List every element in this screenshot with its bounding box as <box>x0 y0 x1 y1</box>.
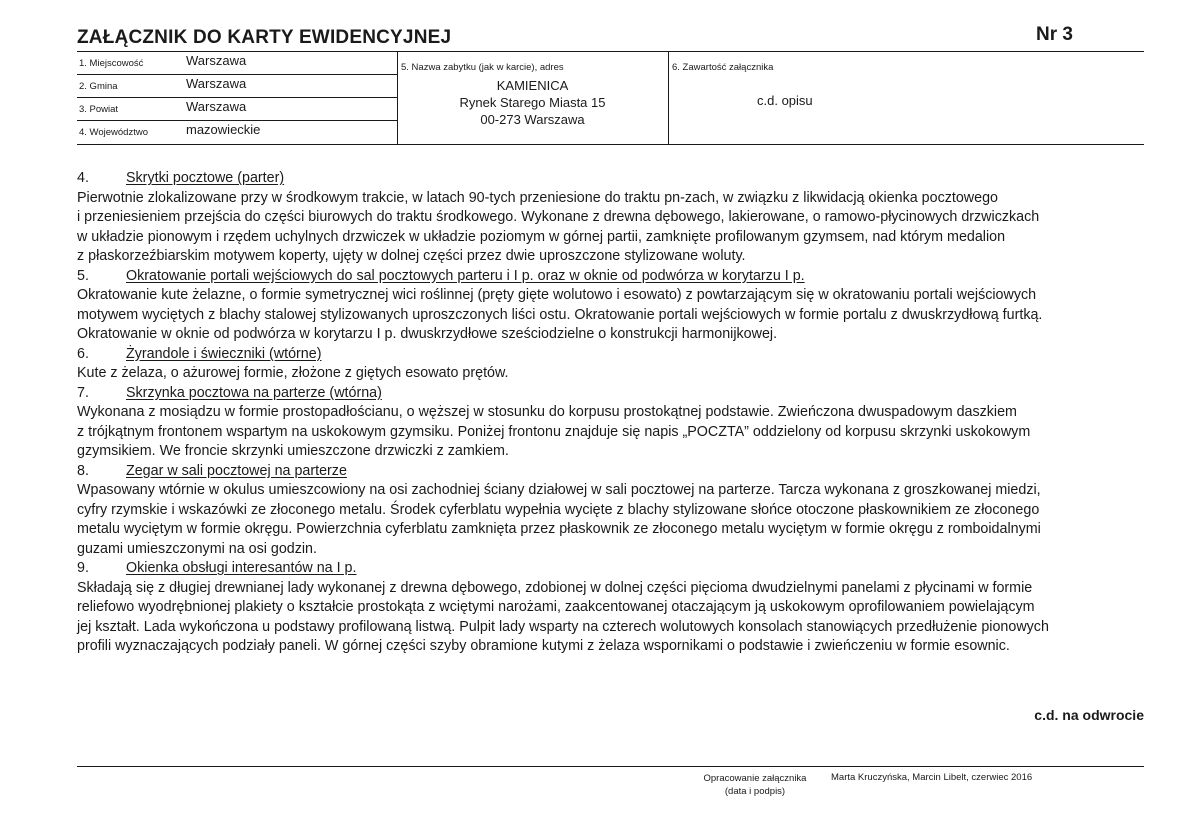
section-paragraph <box>77 189 1146 267</box>
location-row <box>77 98 397 121</box>
text-line: i przeniesieniem przejścia do części biurowych do traktu środkowego. Wykonane z drewna dębowego, lakierowane, o ramowo-płycinowych drzwiczkach <box>77 209 1040 225</box>
section-paragraph <box>77 364 1146 384</box>
section-number: 7. <box>77 384 89 401</box>
description-body <box>77 169 1146 657</box>
footer-label-line: Opracowanie załącznika <box>703 773 807 784</box>
section-heading <box>77 169 1146 189</box>
attachment-content: c.d. opisu <box>757 93 813 108</box>
monument-name: KAMIENICA <box>496 78 569 93</box>
monument-postal: 00-273 Warszawa <box>480 112 585 127</box>
text-line: motywem wyciętych z blachy stalowej stylizowanych uproszczonych liści ostu. Okratowanie portali wejściowych w formie portalu z dwuskrzydłową furtką. <box>77 306 1043 323</box>
section-heading <box>77 384 1146 404</box>
footer-divider <box>77 766 1144 767</box>
footer-label <box>690 772 820 798</box>
section-number: 9. <box>77 560 89 576</box>
section-title: Zegar w sali pocztowej na parterze <box>126 462 347 479</box>
section-number: 8. <box>77 462 89 479</box>
monument-label: 5. Nazwa zabytku (jak w karcie), adres <box>401 62 564 73</box>
text-line: Składają się z długiej drewnianej lady wykonanej z drewna dębowego, zdobionej w dolnej części pięcioma dwudzielnymi panelami z płycinami w formie <box>77 579 1033 596</box>
section-title: Skrzynka pocztowa na parterze (wtórna) <box>126 384 382 401</box>
text-line: profili wyznaczających podziały paneli. W górnej części szyby obramione kutymi z żelaza wspornikami o podstawie i zwieńczeniu w formie esownic. <box>77 638 1010 654</box>
section-heading <box>77 462 1146 482</box>
text-line: Pierwotnie zlokalizowane przy w środkowym trakcie, w latach 90-tych przeniesione do traktu pn-zach, w związku z likwidacją okienka pocztowego <box>77 189 998 206</box>
section-title: Skrytki pocztowe (parter) <box>126 170 285 186</box>
text-line: z trójkątnym frontonem wspartym na uskokowym gzymsiku. Poniżej frontonu znajduje się napis „POCZTA” oddzielony od korpusu skrzynki uskokowym <box>77 423 1031 440</box>
location-label: 4. Województwo <box>79 127 148 138</box>
text-line: reliefowo wyodrębnionej plakiety o kształcie prostokąta z wciętymi narożami, zaakcentowanej otaczającym ją uskokowym oprofilowaniem powielającym <box>77 599 1035 615</box>
text-line: gzymsikiem. We froncie skrzynki umieszczone drzwiczki z zamkiem. <box>77 443 509 459</box>
location-row <box>77 52 397 75</box>
location-value: Warszawa <box>186 76 247 91</box>
section-paragraph <box>77 481 1146 559</box>
text-line: metalu wyciętym w formie okręgu. Powierzchnia cyferblatu zamknięta przez płaskownik ze złoconego metalu wyciętym w formie okręgu z romboidalnymi <box>77 521 1041 537</box>
monument-column <box>397 52 669 144</box>
monument-street: Rynek Starego Miasta 15 <box>459 95 606 110</box>
text-line: z płaskorzeźbiarskim motywem koperty, ujęty w dolnej części przez dwie uproszczone stylizowane woluty. <box>77 248 746 264</box>
location-value: Warszawa <box>186 53 247 68</box>
location-value: mazowieckie <box>186 122 261 137</box>
section-heading <box>77 559 1146 579</box>
location-label: 1. Miejscowość <box>79 58 144 69</box>
text-line: w układzie pionowym i rzędem uchylnych drzwiczek w układzie poziomym w górnej partii, zamknięte profilowanym gzymsem, nad którym medalion <box>77 228 1006 245</box>
text-line: Okratowanie w oknie od podwórza w korytarzu I p. dwuskrzydłowe sześciodzielne o konstrukcji harmonijkowej. <box>77 326 778 342</box>
footer-authors: Marta Kruczyńska, Marcin Libelt, czerwiec 2016 <box>831 772 1033 783</box>
section-title: Okratowanie portali wejściowych do sal pocztowych parteru i I p. oraz w oknie od podwórza w korytarzu I p. <box>126 267 805 284</box>
section-paragraph <box>77 579 1146 657</box>
section-heading <box>77 345 1146 365</box>
section-paragraph <box>77 403 1146 462</box>
section-title: Żyrandole i świeczniki (wtórne) <box>126 345 322 362</box>
attachment-column <box>668 52 1144 144</box>
continued-note: c.d. na odwrocie <box>1034 707 1144 723</box>
location-label: 2. Gmina <box>79 81 118 92</box>
section-number: 4. <box>77 170 89 186</box>
text-line: cyfry rzymskie i wskazówki ze złoconego metalu. Środek cyferblatu wypełnia wycięte z blachy stylizowane słońce otoczone płaskownikiem ze złoconego <box>77 501 1040 518</box>
footer-label-sub: (data i podpis) <box>724 786 786 797</box>
document-title: ZAŁĄCZNIK DO KARTY EWIDENCYJNEJ <box>77 27 452 48</box>
location-column <box>77 52 398 144</box>
location-row <box>77 75 397 98</box>
section-heading <box>77 267 1146 287</box>
section-number: 5. <box>77 267 89 284</box>
text-line: Wykonana z mosiądzu w formie prostopadłościanu, o węższej w stosunku do korpusu prostokątnej podstawie. Zwieńczona dwuspadowym daszkiem <box>77 404 1017 420</box>
text-line: Okratowanie kute żelazne, o formie symetrycznej wici roślinnej (pręty gięte wolutowo i esowato) z powtarzającym się w okratowaniu portali wejściowych <box>77 287 1037 303</box>
location-value: Warszawa <box>186 99 247 114</box>
text-line: jej kształt. Lada wykończona u podstawy profilowaną listwą. Pulpit lady wsparty na czterech wolutowych konsolach stanowiących przedłużenie pionowych <box>77 618 1049 635</box>
text-line: Kute z żelaza, o ażurowej formie, złożone z giętych esowato prętów. <box>77 365 509 381</box>
section-paragraph <box>77 286 1146 345</box>
section-title: Okienka obsługi interesantów na I p. <box>126 560 357 576</box>
section-number: 6. <box>77 345 89 362</box>
location-label: 3. Powiat <box>79 104 119 115</box>
info-table <box>77 52 1144 145</box>
document-number: Nr 3 <box>1036 24 1073 45</box>
text-line: Wpasowany wtórnie w okulus umieszcowiony na osi zachodniej ściany działowej w sali pocztowej na parterze. Tarcza wykonana z groszkowanej miedzi, <box>77 482 1041 498</box>
location-row <box>77 121 397 143</box>
text-line: guzami umieszczonymi na osi godzin. <box>77 540 317 557</box>
attachment-label: 6. Zawartość załącznika <box>672 62 774 73</box>
